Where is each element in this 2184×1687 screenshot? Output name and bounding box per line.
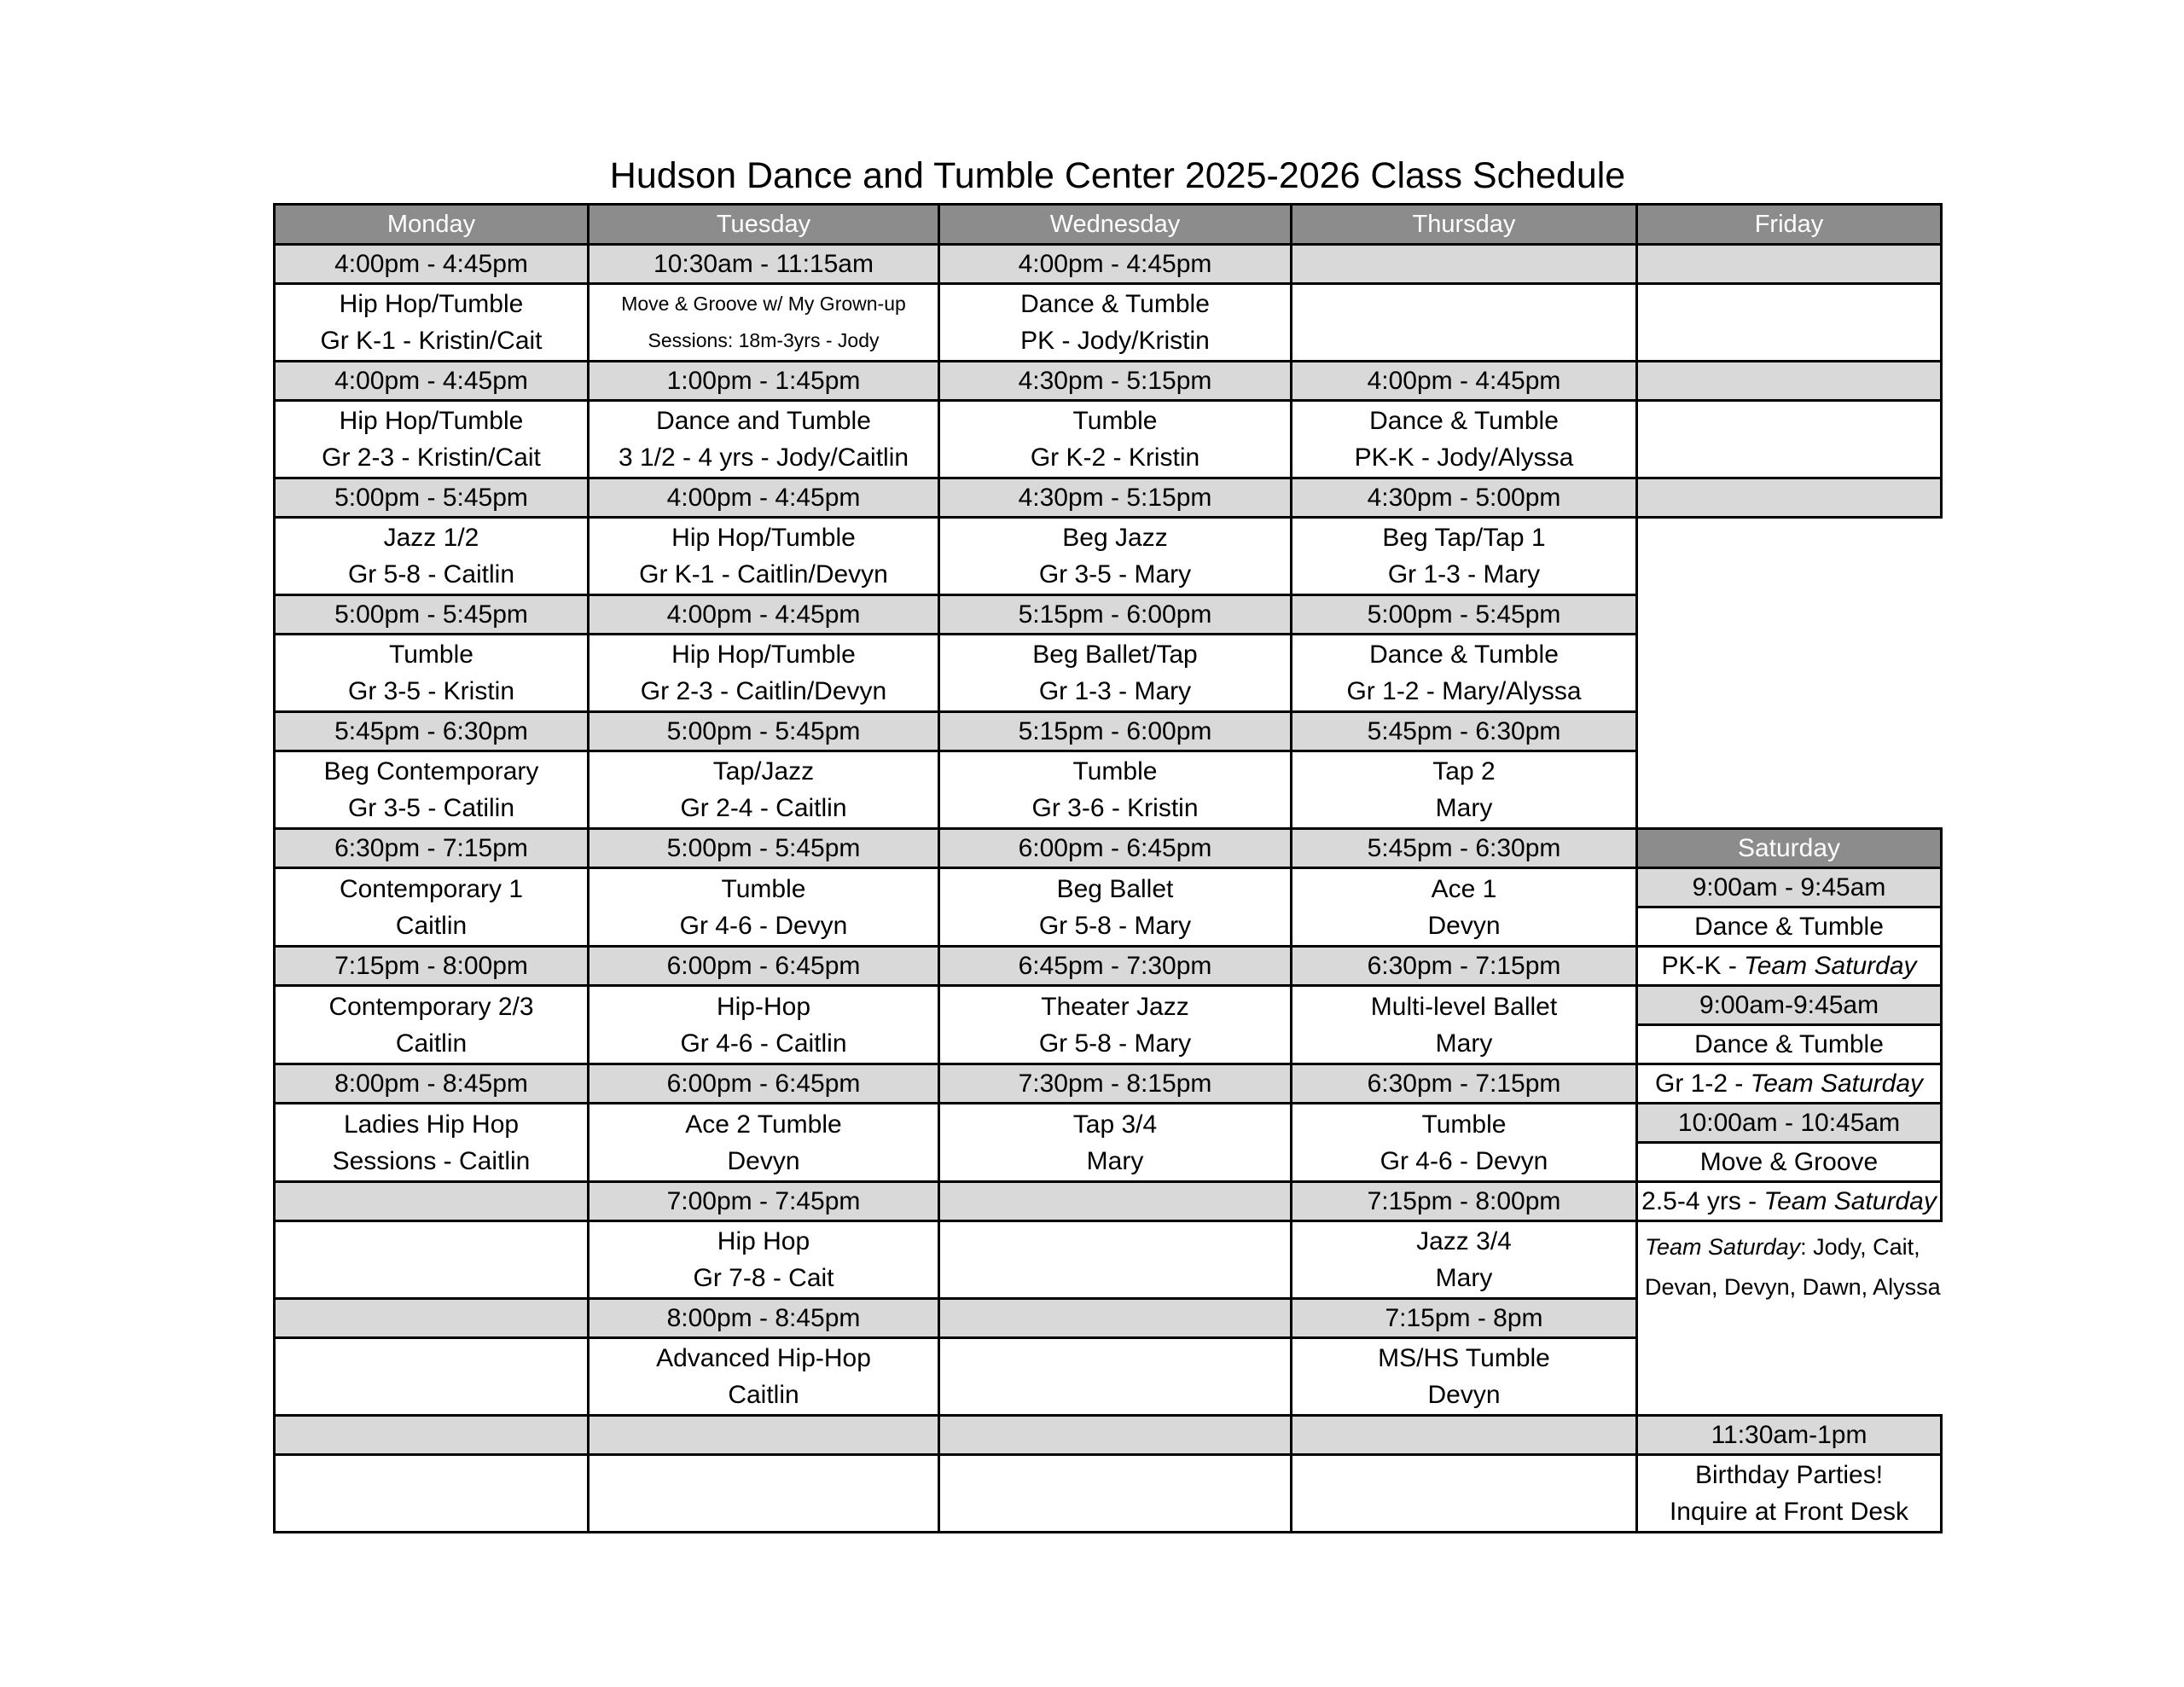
class-row [275,401,1942,478]
class-cell [1292,751,1637,829]
time-row [275,478,1942,518]
class-time: 10:30am - 11:15am [589,245,939,284]
class-detail: Gr K-1 - Kristin/Cait [320,327,543,355]
time-row [275,1416,1942,1455]
page-title: Hudson Dance and Tumble Center 2025-2026 Class Schedule [609,155,1626,196]
class-schedule-table [273,203,1943,1533]
class-name: MS/HS Tumble [1378,1344,1550,1372]
class-name: Dance and Tumble [656,407,871,435]
class-time: 4:00pm - 4:45pm [939,245,1292,284]
class-detail: Gr 5-8 - Caitlin [347,560,515,588]
empty-cell [939,1299,1292,1338]
class-name: Beg Tap/Tap 1 [1382,524,1546,552]
class-time: 5:00pm - 5:45pm [1292,595,1637,635]
class-name: Tumble [721,874,806,903]
class-detail [1637,1182,1942,1221]
class-time: 6:00pm - 6:45pm [589,947,939,986]
class-time: 1:00pm - 1:45pm [589,362,939,401]
class-name: Hip Hop/Tumble [339,407,524,435]
class-cell [939,751,1292,829]
time-row [275,947,1942,986]
class-row [275,751,1942,829]
blank-area [1637,518,1942,751]
day-header-friday: Friday [1637,205,1942,245]
class-name: Multi-level Ballet [1370,992,1558,1021]
class-detail: Inquire at Front Desk [1669,1498,1909,1526]
class-name: Hip Hop [717,1227,810,1255]
empty-cell [1637,284,1942,362]
time-row [275,245,1942,284]
class-detail: Mary [1435,794,1493,822]
class-detail: Devyn [1427,911,1501,940]
class-time: 4:00pm - 4:45pm [275,245,589,284]
class-time: 6:30pm - 7:15pm [275,829,589,868]
class-row [275,284,1942,362]
empty-cell [275,1338,589,1416]
class-time: 4:00pm - 4:45pm [589,478,939,518]
class-time: 8:00pm - 8:45pm [589,1299,939,1338]
team-saturday-label: Team Saturday [1750,1070,1924,1098]
class-name: Theater Jazz [1041,992,1189,1021]
day-header-saturday: Saturday [1637,829,1942,868]
class-name: Hip Hop/Tumble [671,524,856,552]
class-cell [589,1338,939,1416]
class-detail: Gr 1-3 - Mary [1038,677,1192,705]
class-cell [275,986,589,1064]
class-cell [275,751,589,829]
empty-cell [1292,1455,1637,1533]
team-saturday-label: Team Saturday [1645,1234,1801,1260]
time-row [275,1064,1942,1104]
class-detail: Gr 3-5 - Mary [1038,560,1192,588]
class-cell [939,401,1292,478]
class-name: Tumble [1421,1110,1507,1139]
class-detail: Gr 4-6 - Devyn [679,911,848,940]
class-time: 4:00pm - 4:45pm [1292,362,1637,401]
class-detail: Gr 4-6 - Devyn [1380,1146,1548,1175]
class-row [275,986,1942,1064]
class-row [275,1221,1942,1299]
class-row [275,1104,1942,1182]
class-detail: Mary [1086,1146,1144,1175]
class-detail: Caitlin [395,911,468,940]
class-cell [939,284,1292,362]
class-detail: Caitlin [728,1381,799,1409]
class-cell [1292,1221,1637,1299]
class-cell [275,1104,589,1182]
class-name: Hip Hop/Tumble [671,641,856,669]
team-saturday-label: Team Saturday [1744,952,1917,980]
empty-cell [275,1182,589,1221]
class-time: 4:30pm - 5:15pm [939,362,1292,401]
class-time: 4:00pm - 4:45pm [275,362,589,401]
time-row [275,829,1942,868]
day-header-tuesday: Tuesday [589,205,939,245]
empty-cell [275,1416,589,1455]
class-detail: Devyn [727,1146,800,1175]
class-detail: Gr 1-3 - Mary [1387,560,1541,588]
class-time: 5:00pm - 5:45pm [275,478,589,518]
class-detail: Mary [1435,1029,1493,1058]
class-cell [275,635,589,712]
class-time: 10:00am - 10:45am [1637,1104,1942,1144]
class-name: Advanced Hip-Hop [656,1344,871,1372]
class-cell [589,751,939,829]
class-detail: Devyn [1427,1381,1501,1409]
class-time: 5:15pm - 6:00pm [939,595,1292,635]
class-cell [1292,518,1637,595]
class-cell [1637,986,1942,1064]
class-name: Tumble [1072,757,1158,786]
class-detail: Mary [1435,1264,1493,1292]
class-detail: Gr 4-6 - Caitlin [680,1029,847,1058]
empty-cell [1292,245,1637,284]
class-time: 7:00pm - 7:45pm [589,1182,939,1221]
class-time: 5:00pm - 5:45pm [589,829,939,868]
class-detail: PK - Jody/Kristin [1020,327,1210,355]
class-detail: Gr 5-8 - Mary [1038,911,1192,940]
class-detail: Gr 5-8 - Mary [1038,1029,1192,1058]
class-time: 4:30pm - 5:15pm [939,478,1292,518]
class-name: Beg Ballet [1056,874,1174,903]
class-time: 6:45pm - 7:30pm [939,947,1292,986]
class-cell [275,518,589,595]
class-detail: Caitlin [395,1029,468,1058]
empty-cell [1637,362,1942,401]
class-cell [939,518,1292,595]
day-header-row [275,205,1942,245]
class-cell [589,986,939,1064]
class-name: Ace 1 [1431,874,1497,903]
class-detail: Gr K-2 - Kristin [1030,443,1200,472]
class-cell [939,1104,1292,1182]
class-cell [939,635,1292,712]
class-detail-prefix: Gr 1-2 - [1654,1070,1751,1098]
class-name: Beg Jazz [1062,524,1168,552]
class-name: Move & Groove w/ My Grown-up [621,293,906,315]
class-name: Tap 3/4 [1072,1110,1158,1139]
empty-cell [275,1221,589,1299]
class-time: 5:45pm - 6:30pm [1292,829,1637,868]
class-cell [939,868,1292,947]
class-name: Dance & Tumble [1369,641,1559,669]
class-cell [1292,986,1637,1064]
class-time: 7:15pm - 8:00pm [275,947,589,986]
class-detail: 3 1/2 - 4 yrs - Jody/Caitlin [618,443,909,472]
class-detail [1637,947,1942,986]
class-time: 6:00pm - 6:45pm [939,829,1292,868]
class-detail: PK-K - Jody/Alyssa [1354,443,1574,472]
class-name: Contemporary 1 [339,874,524,903]
class-row [275,1455,1942,1533]
class-cell [1637,1455,1942,1533]
class-cell [589,1221,939,1299]
class-cell [1292,1338,1637,1416]
class-time: 6:00pm - 6:45pm [589,1064,939,1104]
class-detail: Gr 1-2 - Mary/Alyssa [1346,677,1582,705]
empty-cell [939,1338,1292,1416]
class-name: Ladies Hip Hop [343,1110,520,1139]
class-name: Tap 2 [1432,757,1496,786]
time-row [275,1182,1942,1221]
class-detail: Gr 2-4 - Caitlin [680,794,847,822]
empty-cell [275,1455,589,1533]
class-name: Dance & Tumble [1694,1030,1884,1058]
class-time: 7:15pm - 8pm [1292,1299,1637,1338]
class-cell [275,284,589,362]
empty-cell [939,1455,1292,1533]
class-name: Dance & Tumble [1369,407,1559,435]
class-time: 5:45pm - 6:30pm [1292,712,1637,751]
class-cell [1637,1104,1942,1182]
class-name: Jazz 1/2 [383,524,479,552]
empty-cell [939,1416,1292,1455]
class-cell [589,401,939,478]
class-name: Ace 2 Tumble [685,1110,842,1139]
class-detail: Gr 3-5 - Kristin [347,677,515,705]
class-time: 9:00am-9:45am [1637,987,1942,1026]
class-cell [1292,635,1637,712]
class-name: Tap/Jazz [712,757,815,786]
class-cell [275,401,589,478]
class-detail: Gr 7-8 - Cait [693,1264,834,1292]
class-time: 4:00pm - 4:45pm [589,595,939,635]
class-time: 11:30am-1pm [1637,1416,1942,1455]
day-header-thursday: Thursday [1292,205,1637,245]
class-cell [1292,401,1637,478]
day-header-wednesday: Wednesday [939,205,1292,245]
class-detail: Sessions: 18m-3yrs - Jody [648,329,880,351]
day-header-monday: Monday [275,205,589,245]
empty-cell [1292,284,1637,362]
class-time: 4:30pm - 5:00pm [1292,478,1637,518]
team-saturday-note [1637,1221,1942,1416]
class-detail-prefix: PK-K - [1661,952,1745,980]
class-detail: Gr 3-6 - Kristin [1031,794,1199,822]
empty-cell [939,1182,1292,1221]
empty-cell [1637,245,1942,284]
class-time: 5:15pm - 6:00pm [939,712,1292,751]
class-detail: Gr 2-3 - Kristin/Cait [322,443,541,472]
class-detail: Sessions - Caitlin [332,1146,531,1175]
time-row [275,362,1942,401]
class-time: 9:00am - 9:45am [1637,869,1942,908]
class-detail: Gr K-1 - Caitlin/Devyn [639,560,888,588]
class-cell [1292,1104,1637,1182]
empty-cell [589,1416,939,1455]
empty-cell [1637,478,1942,518]
class-time: 5:00pm - 5:45pm [275,595,589,635]
class-cell [1637,868,1942,947]
class-detail: Gr 2-3 - Caitlin/Devyn [640,677,887,705]
class-row [275,518,1942,595]
class-cell [589,868,939,947]
class-name: Dance & Tumble [1694,913,1884,941]
class-time: 6:30pm - 7:15pm [1292,947,1637,986]
class-name: Jazz 3/4 [1416,1227,1512,1255]
class-name: Beg Ballet/Tap [1032,641,1198,669]
class-name: Beg Contemporary [323,757,539,786]
class-name: Contemporary 2/3 [328,992,534,1021]
class-name: Tumble [389,641,473,669]
class-detail: Gr 3-5 - Catilin [347,794,515,822]
empty-cell [589,1455,939,1533]
empty-cell [1292,1416,1637,1455]
empty-cell [1637,401,1942,478]
class-cell [589,518,939,595]
class-time: 5:45pm - 6:30pm [275,712,589,751]
class-name: Dance & Tumble [1020,290,1210,318]
empty-cell [275,1299,589,1338]
class-row [275,868,1942,947]
class-cell [589,1104,939,1182]
class-name: Move & Groove [1699,1148,1879,1176]
class-name: Tumble [1072,407,1158,435]
class-cell [275,868,589,947]
class-time: 5:00pm - 5:45pm [589,712,939,751]
team-saturday-members: : Jody, Cait, Devan, Devyn, Dawn, Alyssa [1645,1234,1941,1300]
class-time: 7:15pm - 8:00pm [1292,1182,1637,1221]
class-time: 6:30pm - 7:15pm [1292,1064,1637,1104]
class-name: Birthday Parties! [1694,1461,1884,1489]
class-detail [1637,1064,1942,1104]
class-cell [939,986,1292,1064]
class-cell [1292,868,1637,947]
team-saturday-label: Team Saturday [1763,1187,1937,1215]
class-detail-prefix: 2.5-4 yrs - [1641,1187,1764,1215]
class-time: 8:00pm - 8:45pm [275,1064,589,1104]
empty-cell [939,1221,1292,1299]
class-name: Hip Hop/Tumble [339,290,524,318]
class-cell [589,635,939,712]
class-time: 7:30pm - 8:15pm [939,1064,1292,1104]
class-name: Hip-Hop [716,992,811,1021]
class-cell [589,284,939,362]
